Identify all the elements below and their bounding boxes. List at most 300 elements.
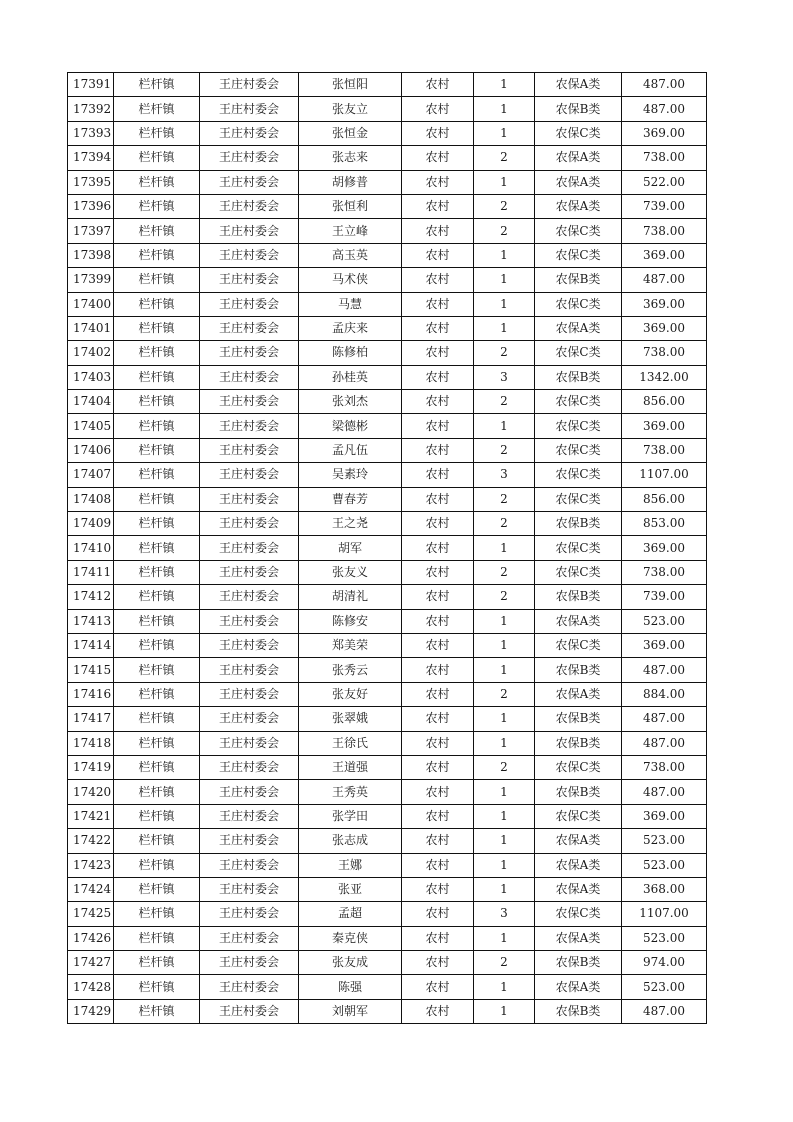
town-cell: 栏杆镇 <box>114 609 200 633</box>
category-cell: 农保A类 <box>535 146 622 170</box>
count-cell: 3 <box>474 902 535 926</box>
village-cell: 王庄村委会 <box>200 414 299 438</box>
category-cell: 农保B类 <box>535 365 622 389</box>
amount-cell: 738.00 <box>622 341 707 365</box>
village-cell: 王庄村委会 <box>200 268 299 292</box>
count-cell: 1 <box>474 780 535 804</box>
town-cell: 栏杆镇 <box>114 853 200 877</box>
town-cell: 栏杆镇 <box>114 975 200 999</box>
category-cell: 农保C类 <box>535 536 622 560</box>
name-cell: 张秀云 <box>299 658 402 682</box>
village-cell: 王庄村委会 <box>200 804 299 828</box>
village-cell: 王庄村委会 <box>200 316 299 340</box>
village-cell: 王庄村委会 <box>200 902 299 926</box>
record-id-cell: 17425 <box>68 902 114 926</box>
village-cell: 王庄村委会 <box>200 707 299 731</box>
category-cell: 农保A类 <box>535 194 622 218</box>
name-cell: 张恒利 <box>299 194 402 218</box>
table-row <box>68 731 707 755</box>
amount-cell: 487.00 <box>622 707 707 731</box>
village-cell: 王庄村委会 <box>200 658 299 682</box>
area-type-cell: 农村 <box>402 390 474 414</box>
count-cell: 1 <box>474 170 535 194</box>
count-cell: 1 <box>474 853 535 877</box>
category-cell: 农保A类 <box>535 316 622 340</box>
table-row <box>68 780 707 804</box>
name-cell: 王娜 <box>299 853 402 877</box>
village-cell: 王庄村委会 <box>200 73 299 97</box>
category-cell: 农保C类 <box>535 219 622 243</box>
table-row <box>68 829 707 853</box>
town-cell: 栏杆镇 <box>114 194 200 218</box>
record-id-cell: 17418 <box>68 731 114 755</box>
area-type-cell: 农村 <box>402 633 474 657</box>
amount-cell: 884.00 <box>622 682 707 706</box>
name-cell: 张恒阳 <box>299 73 402 97</box>
area-type-cell: 农村 <box>402 438 474 462</box>
town-cell: 栏杆镇 <box>114 926 200 950</box>
table-row <box>68 536 707 560</box>
amount-cell: 369.00 <box>622 292 707 316</box>
table-row <box>68 268 707 292</box>
amount-cell: 739.00 <box>622 585 707 609</box>
category-cell: 农保A类 <box>535 877 622 901</box>
name-cell: 陈修柏 <box>299 341 402 365</box>
name-cell: 张志来 <box>299 146 402 170</box>
category-cell: 农保B类 <box>535 658 622 682</box>
table-body <box>68 73 707 1024</box>
category-cell: 农保B类 <box>535 780 622 804</box>
count-cell: 2 <box>474 341 535 365</box>
count-cell: 1 <box>474 292 535 316</box>
count-cell: 1 <box>474 877 535 901</box>
record-id-cell: 17428 <box>68 975 114 999</box>
count-cell: 1 <box>474 243 535 267</box>
name-cell: 孟超 <box>299 902 402 926</box>
record-id-cell: 17401 <box>68 316 114 340</box>
category-cell: 农保A类 <box>535 975 622 999</box>
amount-cell: 487.00 <box>622 268 707 292</box>
village-cell: 王庄村委会 <box>200 365 299 389</box>
town-cell: 栏杆镇 <box>114 487 200 511</box>
village-cell: 王庄村委会 <box>200 975 299 999</box>
village-cell: 王庄村委会 <box>200 97 299 121</box>
table-row <box>68 877 707 901</box>
town-cell: 栏杆镇 <box>114 268 200 292</box>
area-type-cell: 农村 <box>402 682 474 706</box>
record-id-cell: 17407 <box>68 463 114 487</box>
record-id-cell: 17397 <box>68 219 114 243</box>
category-cell: 农保C类 <box>535 390 622 414</box>
count-cell: 1 <box>474 999 535 1023</box>
table-row <box>68 804 707 828</box>
record-id-cell: 17408 <box>68 487 114 511</box>
count-cell: 1 <box>474 633 535 657</box>
category-cell: 农保B类 <box>535 585 622 609</box>
record-id-cell: 17413 <box>68 609 114 633</box>
category-cell: 农保A类 <box>535 682 622 706</box>
amount-cell: 1107.00 <box>622 902 707 926</box>
table-row <box>68 170 707 194</box>
name-cell: 刘朝军 <box>299 999 402 1023</box>
village-cell: 王庄村委会 <box>200 243 299 267</box>
count-cell: 1 <box>474 121 535 145</box>
area-type-cell: 农村 <box>402 731 474 755</box>
village-cell: 王庄村委会 <box>200 780 299 804</box>
amount-cell: 369.00 <box>622 243 707 267</box>
amount-cell: 974.00 <box>622 951 707 975</box>
name-cell: 孟凡伍 <box>299 438 402 462</box>
area-type-cell: 农村 <box>402 707 474 731</box>
table-row <box>68 951 707 975</box>
amount-cell: 738.00 <box>622 755 707 779</box>
village-cell: 王庄村委会 <box>200 487 299 511</box>
record-id-cell: 17417 <box>68 707 114 731</box>
area-type-cell: 农村 <box>402 829 474 853</box>
name-cell: 胡军 <box>299 536 402 560</box>
area-type-cell: 农村 <box>402 560 474 584</box>
area-type-cell: 农村 <box>402 316 474 340</box>
record-id-cell: 17411 <box>68 560 114 584</box>
town-cell: 栏杆镇 <box>114 390 200 414</box>
count-cell: 3 <box>474 365 535 389</box>
amount-cell: 369.00 <box>622 536 707 560</box>
name-cell: 曹春芳 <box>299 487 402 511</box>
amount-cell: 487.00 <box>622 999 707 1023</box>
amount-cell: 738.00 <box>622 560 707 584</box>
area-type-cell: 农村 <box>402 902 474 926</box>
town-cell: 栏杆镇 <box>114 97 200 121</box>
town-cell: 栏杆镇 <box>114 170 200 194</box>
category-cell: 农保C类 <box>535 341 622 365</box>
record-id-cell: 17398 <box>68 243 114 267</box>
category-cell: 农保C类 <box>535 487 622 511</box>
amount-cell: 523.00 <box>622 609 707 633</box>
record-id-cell: 17420 <box>68 780 114 804</box>
amount-cell: 523.00 <box>622 829 707 853</box>
name-cell: 陈修安 <box>299 609 402 633</box>
count-cell: 2 <box>474 560 535 584</box>
category-cell: 农保C类 <box>535 463 622 487</box>
record-id-cell: 17395 <box>68 170 114 194</box>
village-cell: 王庄村委会 <box>200 512 299 536</box>
area-type-cell: 农村 <box>402 365 474 389</box>
record-id-cell: 17422 <box>68 829 114 853</box>
town-cell: 栏杆镇 <box>114 463 200 487</box>
village-cell: 王庄村委会 <box>200 877 299 901</box>
village-cell: 王庄村委会 <box>200 609 299 633</box>
town-cell: 栏杆镇 <box>114 780 200 804</box>
category-cell: 农保B类 <box>535 512 622 536</box>
table-row <box>68 853 707 877</box>
count-cell: 2 <box>474 219 535 243</box>
record-id-cell: 17414 <box>68 633 114 657</box>
amount-cell: 738.00 <box>622 146 707 170</box>
area-type-cell: 农村 <box>402 609 474 633</box>
town-cell: 栏杆镇 <box>114 999 200 1023</box>
table-row <box>68 243 707 267</box>
name-cell: 张刘杰 <box>299 390 402 414</box>
record-id-cell: 17400 <box>68 292 114 316</box>
amount-cell: 523.00 <box>622 975 707 999</box>
category-cell: 农保C类 <box>535 121 622 145</box>
name-cell: 张恒金 <box>299 121 402 145</box>
record-id-cell: 17409 <box>68 512 114 536</box>
table-row <box>68 316 707 340</box>
town-cell: 栏杆镇 <box>114 731 200 755</box>
table-row <box>68 658 707 682</box>
count-cell: 2 <box>474 755 535 779</box>
category-cell: 农保A类 <box>535 853 622 877</box>
count-cell: 1 <box>474 926 535 950</box>
record-id-cell: 17396 <box>68 194 114 218</box>
town-cell: 栏杆镇 <box>114 414 200 438</box>
name-cell: 孙桂英 <box>299 365 402 389</box>
area-type-cell: 农村 <box>402 268 474 292</box>
count-cell: 2 <box>474 146 535 170</box>
count-cell: 1 <box>474 658 535 682</box>
record-id-cell: 17421 <box>68 804 114 828</box>
village-cell: 王庄村委会 <box>200 755 299 779</box>
record-id-cell: 17426 <box>68 926 114 950</box>
town-cell: 栏杆镇 <box>114 121 200 145</box>
village-cell: 王庄村委会 <box>200 731 299 755</box>
area-type-cell: 农村 <box>402 975 474 999</box>
amount-cell: 369.00 <box>622 316 707 340</box>
amount-cell: 856.00 <box>622 487 707 511</box>
village-cell: 王庄村委会 <box>200 633 299 657</box>
area-type-cell: 农村 <box>402 243 474 267</box>
record-id-cell: 17402 <box>68 341 114 365</box>
category-cell: 农保C类 <box>535 633 622 657</box>
category-cell: 农保B类 <box>535 951 622 975</box>
village-cell: 王庄村委会 <box>200 121 299 145</box>
name-cell: 张学田 <box>299 804 402 828</box>
name-cell: 张友成 <box>299 951 402 975</box>
category-cell: 农保A类 <box>535 926 622 950</box>
table-row <box>68 926 707 950</box>
area-type-cell: 农村 <box>402 853 474 877</box>
town-cell: 栏杆镇 <box>114 877 200 901</box>
area-type-cell: 农村 <box>402 73 474 97</box>
amount-cell: 1107.00 <box>622 463 707 487</box>
table-row <box>68 73 707 97</box>
record-id-cell: 17403 <box>68 365 114 389</box>
town-cell: 栏杆镇 <box>114 560 200 584</box>
category-cell: 农保C类 <box>535 243 622 267</box>
village-cell: 王庄村委会 <box>200 536 299 560</box>
village-cell: 王庄村委会 <box>200 390 299 414</box>
amount-cell: 369.00 <box>622 121 707 145</box>
category-cell: 农保C类 <box>535 560 622 584</box>
name-cell: 陈强 <box>299 975 402 999</box>
amount-cell: 856.00 <box>622 390 707 414</box>
area-type-cell: 农村 <box>402 463 474 487</box>
category-cell: 农保A类 <box>535 170 622 194</box>
count-cell: 1 <box>474 73 535 97</box>
village-cell: 王庄村委会 <box>200 463 299 487</box>
village-cell: 王庄村委会 <box>200 560 299 584</box>
table-row <box>68 560 707 584</box>
amount-cell: 369.00 <box>622 804 707 828</box>
amount-cell: 487.00 <box>622 658 707 682</box>
area-type-cell: 农村 <box>402 926 474 950</box>
category-cell: 农保C类 <box>535 804 622 828</box>
table-row <box>68 463 707 487</box>
name-cell: 张翠娥 <box>299 707 402 731</box>
data-table <box>67 72 707 1024</box>
town-cell: 栏杆镇 <box>114 585 200 609</box>
table-row <box>68 414 707 438</box>
count-cell: 1 <box>474 268 535 292</box>
town-cell: 栏杆镇 <box>114 292 200 316</box>
town-cell: 栏杆镇 <box>114 658 200 682</box>
table-row <box>68 365 707 389</box>
area-type-cell: 农村 <box>402 804 474 828</box>
record-id-cell: 17405 <box>68 414 114 438</box>
village-cell: 王庄村委会 <box>200 194 299 218</box>
area-type-cell: 农村 <box>402 999 474 1023</box>
record-id-cell: 17399 <box>68 268 114 292</box>
town-cell: 栏杆镇 <box>114 219 200 243</box>
category-cell: 农保B类 <box>535 97 622 121</box>
count-cell: 2 <box>474 682 535 706</box>
name-cell: 高玉英 <box>299 243 402 267</box>
amount-cell: 523.00 <box>622 926 707 950</box>
count-cell: 1 <box>474 316 535 340</box>
amount-cell: 853.00 <box>622 512 707 536</box>
name-cell: 王立峰 <box>299 219 402 243</box>
record-id-cell: 17410 <box>68 536 114 560</box>
name-cell: 胡修普 <box>299 170 402 194</box>
record-id-cell: 17423 <box>68 853 114 877</box>
category-cell: 农保A类 <box>535 73 622 97</box>
town-cell: 栏杆镇 <box>114 341 200 365</box>
town-cell: 栏杆镇 <box>114 438 200 462</box>
village-cell: 王庄村委会 <box>200 438 299 462</box>
village-cell: 王庄村委会 <box>200 585 299 609</box>
category-cell: 农保C类 <box>535 292 622 316</box>
town-cell: 栏杆镇 <box>114 682 200 706</box>
name-cell: 王徐氏 <box>299 731 402 755</box>
table-row <box>68 975 707 999</box>
table-row <box>68 341 707 365</box>
name-cell: 张友义 <box>299 560 402 584</box>
name-cell: 张友立 <box>299 97 402 121</box>
count-cell: 1 <box>474 97 535 121</box>
amount-cell: 369.00 <box>622 414 707 438</box>
table-row <box>68 707 707 731</box>
area-type-cell: 农村 <box>402 341 474 365</box>
category-cell: 农保C类 <box>535 438 622 462</box>
name-cell: 马术侠 <box>299 268 402 292</box>
table-row <box>68 999 707 1023</box>
town-cell: 栏杆镇 <box>114 755 200 779</box>
amount-cell: 487.00 <box>622 731 707 755</box>
count-cell: 2 <box>474 512 535 536</box>
table-row <box>68 121 707 145</box>
count-cell: 1 <box>474 536 535 560</box>
table-row <box>68 146 707 170</box>
table-row <box>68 512 707 536</box>
town-cell: 栏杆镇 <box>114 316 200 340</box>
village-cell: 王庄村委会 <box>200 341 299 365</box>
count-cell: 2 <box>474 390 535 414</box>
name-cell: 王道强 <box>299 755 402 779</box>
town-cell: 栏杆镇 <box>114 146 200 170</box>
count-cell: 2 <box>474 951 535 975</box>
amount-cell: 1342.00 <box>622 365 707 389</box>
table-row <box>68 902 707 926</box>
table-row <box>68 609 707 633</box>
count-cell: 1 <box>474 707 535 731</box>
area-type-cell: 农村 <box>402 97 474 121</box>
count-cell: 1 <box>474 975 535 999</box>
count-cell: 2 <box>474 438 535 462</box>
village-cell: 王庄村委会 <box>200 951 299 975</box>
town-cell: 栏杆镇 <box>114 73 200 97</box>
amount-cell: 368.00 <box>622 877 707 901</box>
area-type-cell: 农村 <box>402 780 474 804</box>
count-cell: 1 <box>474 609 535 633</box>
name-cell: 王秀英 <box>299 780 402 804</box>
category-cell: 农保A类 <box>535 829 622 853</box>
amount-cell: 522.00 <box>622 170 707 194</box>
count-cell: 2 <box>474 194 535 218</box>
name-cell: 吴素玲 <box>299 463 402 487</box>
area-type-cell: 农村 <box>402 194 474 218</box>
table-row <box>68 438 707 462</box>
count-cell: 1 <box>474 804 535 828</box>
name-cell: 郑美荣 <box>299 633 402 657</box>
table-row <box>68 194 707 218</box>
town-cell: 栏杆镇 <box>114 707 200 731</box>
count-cell: 1 <box>474 731 535 755</box>
village-cell: 王庄村委会 <box>200 170 299 194</box>
town-cell: 栏杆镇 <box>114 829 200 853</box>
table-row <box>68 487 707 511</box>
name-cell: 马慧 <box>299 292 402 316</box>
town-cell: 栏杆镇 <box>114 243 200 267</box>
name-cell: 张亚 <box>299 877 402 901</box>
category-cell: 农保C类 <box>535 414 622 438</box>
category-cell: 农保A类 <box>535 609 622 633</box>
amount-cell: 487.00 <box>622 73 707 97</box>
village-cell: 王庄村委会 <box>200 292 299 316</box>
record-id-cell: 17429 <box>68 999 114 1023</box>
category-cell: 农保C类 <box>535 755 622 779</box>
name-cell: 张志成 <box>299 829 402 853</box>
area-type-cell: 农村 <box>402 219 474 243</box>
record-id-cell: 17394 <box>68 146 114 170</box>
village-cell: 王庄村委会 <box>200 853 299 877</box>
count-cell: 1 <box>474 829 535 853</box>
category-cell: 农保B类 <box>535 731 622 755</box>
area-type-cell: 农村 <box>402 755 474 779</box>
table-row <box>68 292 707 316</box>
count-cell: 2 <box>474 585 535 609</box>
village-cell: 王庄村委会 <box>200 146 299 170</box>
record-id-cell: 17415 <box>68 658 114 682</box>
amount-cell: 738.00 <box>622 438 707 462</box>
area-type-cell: 农村 <box>402 414 474 438</box>
count-cell: 3 <box>474 463 535 487</box>
amount-cell: 739.00 <box>622 194 707 218</box>
amount-cell: 523.00 <box>622 853 707 877</box>
amount-cell: 369.00 <box>622 633 707 657</box>
town-cell: 栏杆镇 <box>114 512 200 536</box>
name-cell: 孟庆来 <box>299 316 402 340</box>
